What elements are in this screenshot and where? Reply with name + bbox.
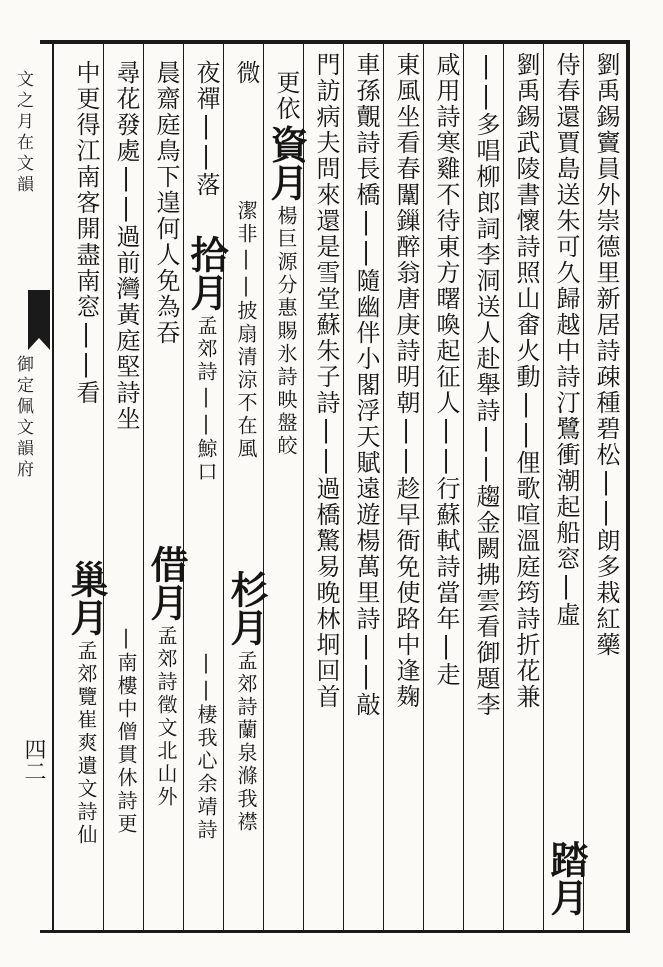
right-border [626,40,630,933]
entry-head: 巢月 [64,560,109,636]
text-column: 車孫覿詩長橋||隨幽伴小閣浮天賦遠遊楊萬里詩||敲 [352,52,380,718]
text-column: 孟郊詩蘭泉滌我襟 [234,650,258,834]
text-column: ||多唱柳郎詞李洞送人赴舉詩||趨金闕拂雲看御題李 [472,52,500,718]
text-column: 東風坐看春闈鏁醉翁唐庚詩明朝||趁早衙免使路中逢麹 [392,52,420,710]
entry-head: 借月 [144,545,189,621]
text-column: ||棲我心余靖詩 [194,650,218,842]
left-border [52,40,54,933]
entry-head: 資月 [264,125,309,201]
text-column: 咸用詩寒雞不待東方曙喚起征人||行蘇軾詩當年|走 [432,52,460,688]
book-title: 御定佩文韻府 [13,355,33,481]
text-column: 劉禹錫竇員外崇德里新居詩疎種碧松||朗多栽紅藥 [592,52,620,658]
page-number: 四二 [21,738,46,782]
text-column: 孟郊詩||鯨口 [194,315,218,484]
entry-head: 杉月 [224,570,269,646]
text-column: 侍春還賈島送朱可久歸越中詩汀鷺衝潮起船窓|虛 [552,52,580,628]
text-column: 潔非||披扇清涼不在風 [234,200,258,461]
text-column: 孟郊覽崔爽遺文詩仙 [74,640,98,847]
text-column: 微 [232,60,260,86]
text-column: 劉禹錫武陵書懷詩照山畬火動||俚歌喧溫庭筠詩折花兼 [512,52,540,710]
text-column: 尋花發處||過前灣黃庭堅詩坐 [112,60,140,432]
fish-tail-mark [28,290,50,338]
margin-top-text: 文之月在文韻 [13,70,33,196]
text-column: |南樓中僧貫休詩更 [114,625,138,836]
text-column: 夜禪||落 [192,60,220,198]
top-border [40,40,630,44]
text-column: 孟郊詩徵文北山外 [154,625,178,809]
text-column: 更依 [272,70,300,122]
entry-head: 踏月 [544,840,589,916]
text-column: 中更得江南客開盡南窓||看 [72,60,100,406]
text-column: 門訪病夫問來還是雪堂蘇朱子詩||過橋驚易晚林坰回首 [312,52,340,710]
text-column: 晨齋庭鳥下遑何人免為吞 [152,60,180,346]
bottom-border [40,930,630,933]
text-column: 楊巨源分惠賜氷詩映盤皎 [274,205,298,458]
entry-head: 拾月 [184,235,229,311]
